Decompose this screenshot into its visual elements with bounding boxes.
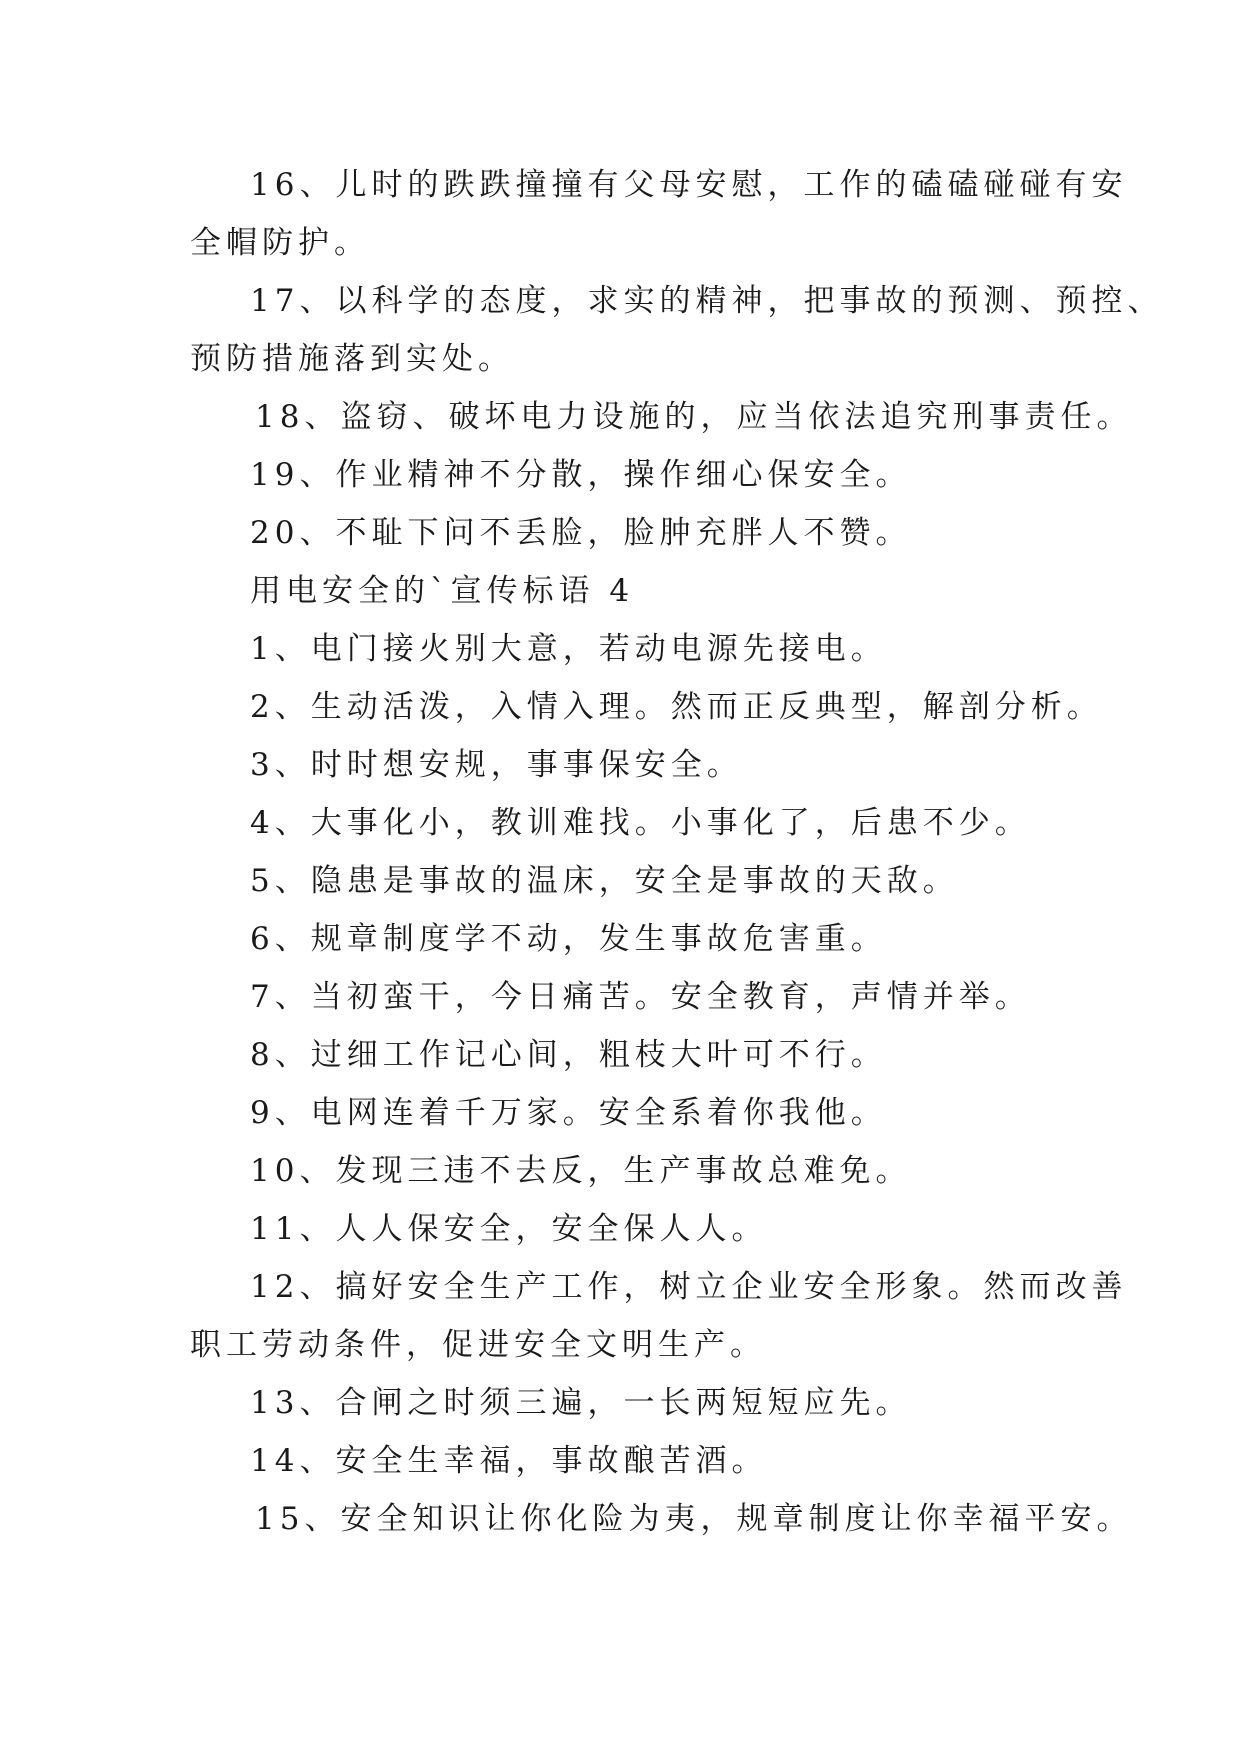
paragraph-line: 职工劳动条件，促进安全文明生产。 bbox=[190, 1327, 766, 1363]
paragraph-line: 17、以科学的态度，求实的精神，把事故的预测、预控、 bbox=[250, 283, 1164, 319]
paragraph-line: 13、合闸之时须三遍，一长两短短应先。 bbox=[250, 1385, 912, 1421]
paragraph-line: 10、发现三违不去反，生产事故总难免。 bbox=[250, 1153, 912, 1189]
paragraph-line: 4、大事化小，教训难找。小事化了，后患不少。 bbox=[250, 805, 1031, 841]
paragraph-line: 全帽防护。 bbox=[190, 225, 370, 261]
paragraph-line: 18、盗窃、破坏电力设施的，应当依法追究刑事责任。 bbox=[255, 399, 1133, 435]
paragraph-line: 5、隐患是事故的温床，安全是事故的天敌。 bbox=[250, 863, 959, 899]
paragraph-line: 1、电门接火别大意，若动电源先接电。 bbox=[250, 631, 887, 667]
paragraph-line: 12、搞好安全生产工作，树立企业安全形象。然而改善 bbox=[250, 1269, 1128, 1305]
paragraph-line: 2、生动活泼，入情入理。然而正反典型，解剖分析。 bbox=[250, 689, 1103, 725]
paragraph-line: 15、安全知识让你化险为夷，规章制度让你幸福平安。 bbox=[255, 1501, 1133, 1537]
paragraph-line: 预防措施落到实处。 bbox=[190, 341, 514, 377]
paragraph-line: 20、不耻下问不丢脸，脸肿充胖人不赞。 bbox=[250, 515, 912, 551]
paragraph-line: 8、过细工作记心间，粗枝大叶可不行。 bbox=[250, 1037, 887, 1073]
paragraph-line: 3、时时想安规，事事保安全。 bbox=[250, 747, 743, 783]
paragraph-line: 19、作业精神不分散，操作细心保安全。 bbox=[250, 457, 912, 493]
paragraph-line: 9、电网连着千万家。安全系着你我他。 bbox=[250, 1095, 887, 1131]
section-heading: 用电安全的`宣传标语 4 bbox=[250, 573, 635, 609]
paragraph-line: 16、儿时的跌跌撞撞有父母安慰，工作的磕磕碰碰有安 bbox=[250, 167, 1128, 203]
paragraph-line: 7、当初蛮干，今日痛苦。安全教育，声情并举。 bbox=[250, 979, 1031, 1015]
paragraph-line: 14、安全生幸福，事故酿苦酒。 bbox=[250, 1443, 768, 1479]
paragraph-line: 6、规章制度学不动，发生事故危害重。 bbox=[250, 921, 887, 957]
paragraph-line: 11、人人保安全，安全保人人。 bbox=[250, 1211, 768, 1247]
